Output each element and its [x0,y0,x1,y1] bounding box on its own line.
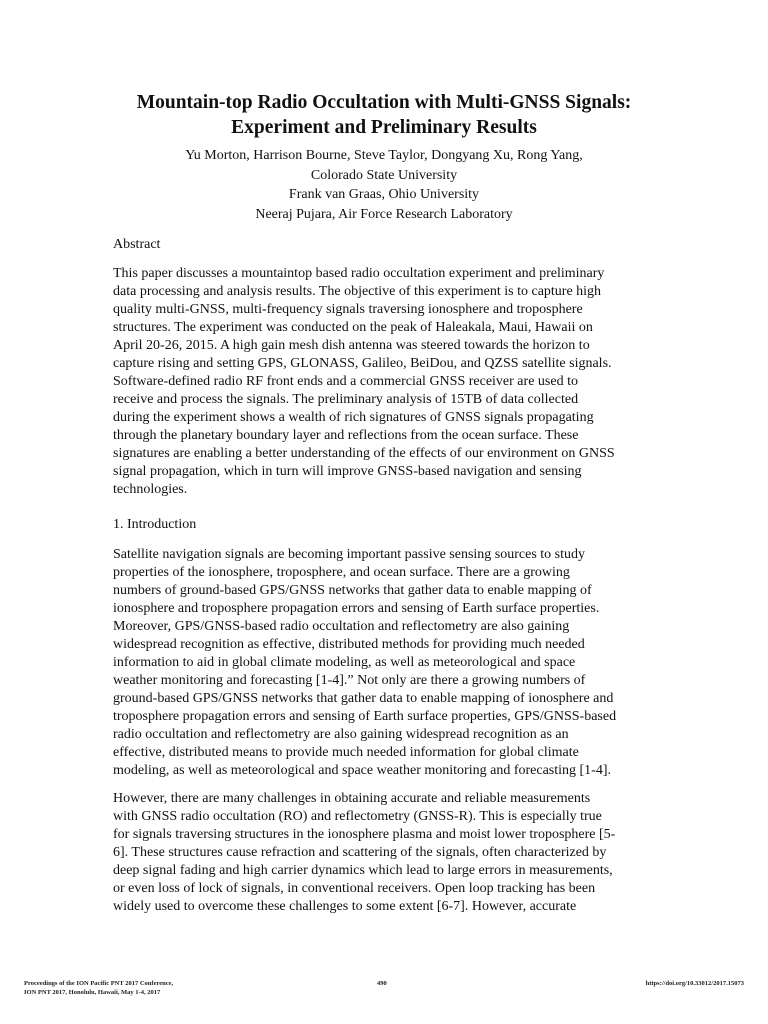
text-line: modeling, as well as meteorological and space weather monitoring and forecasting [1-4]. [113,763,611,778]
author-affiliation: Frank van Graas, Ohio University [288,187,480,202]
text-line: technologies. [113,482,188,497]
title-line: Experiment and Preliminary Results [231,117,537,138]
text-line: This paper discusses a mountaintop based radio occultation experiment and preliminary [113,266,605,281]
text-line: ionosphere and troposphere propagation errors and sensing of Earth surface properties. [113,601,600,616]
abstract-heading: Abstract [113,237,161,252]
text-line: widespread recognition as effective, distributed methods for providing much needed [113,637,585,652]
text-line: However, there are many challenges in obtaining accurate and reliable measurements [113,791,591,806]
introduction-paragraph-1 [113,546,658,780]
text-line: receive and process the signals. The preliminary analysis of 15TB of data collected [113,392,579,407]
text-line: or even loss of lock of signals, in conventional receivers. Open loop tracking has been [113,881,596,896]
text-line: during the experiment shows a wealth of rich signatures of GNSS signals propagating [113,410,594,425]
text-line: properties of the ionosphere, troposphere, and ocean surface. There are a growing [113,565,570,580]
text-line: troposphere propagation errors and sensing of Earth surface properties, GPS/GNSS-based [113,709,617,724]
abstract-paragraph [113,265,658,499]
footer-line: Proceedings of the ION Pacific PNT 2017 Conference, [24,980,174,987]
text-line: radio occultation and reflectometry are also gaining widespread recognition as an [113,727,569,742]
page-number: 490 [377,980,387,987]
text-line: with GNSS radio occultation (RO) and reflectometry (GNSS-R). This is especially true [113,809,602,824]
text-line: capture rising and setting GPS, GLONASS, Galileo, BeiDou, and QZSS satellite signals. [113,356,612,371]
text-line: 6]. These structures cause refraction and scattering of the signals, often characterized by [113,845,607,860]
introduction-paragraph-2 [113,790,658,916]
author-affiliation: Colorado State University [310,167,458,183]
footer-doi[interactable]: https://doi.org/10.33012/2017.15073 [645,980,744,987]
text-line: signatures are enabling a better understanding of the effects of our environment on GNSS [113,446,615,461]
text-line: Moreover, GPS/GNSS-based radio occultation and reflectometry are also gaining [113,619,570,634]
text-line: through the planetary boundary layer and reflections from the ocean surface. These [113,428,579,443]
footer-line: ION PNT 2017, Honolulu, Hawaii, May 1-4, 2017 [24,989,161,996]
paper-title [0,90,768,140]
text-line: weather monitoring and forecasting [1-4].” Not only are there a growing numbers of [113,673,586,688]
text-line: structures. The experiment was conducted on the peak of Haleakala, Maui, Hawaii on [113,320,593,335]
text-line: deep signal fading and high carrier dynamics which lead to large errors in measurements, [113,863,613,878]
text-line: widely used to overcome these challenges to some extent [6-7]. However, accurate [113,899,577,914]
text-line: signal propagation, which in turn will improve GNSS-based navigation and sensing [113,464,582,479]
text-line: quality multi-GNSS, multi-frequency signals traversing ionosphere and troposphere [113,302,583,317]
author-block [0,146,768,224]
text-line: effective, distributed means to provide much needed information for global climate [113,745,579,760]
text-line: numbers of ground-based GPS/GNSS networks that gather data to enable mapping of [113,583,592,598]
introduction-heading: 1. Introduction [113,517,197,532]
title-line: Mountain-top Radio Occultation with Multi-GNSS Signals: [136,92,632,113]
footer-proceedings [24,979,173,997]
text-line: for signals traversing structures in the ionosphere plasma and moist lower troposphere [5- [113,827,616,842]
text-line: Software-defined radio RF front ends and a commercial GNSS receiver are used to [113,374,578,389]
text-line: April 20-26, 2015. A high gain mesh dish antenna was steered towards the horizon to [113,338,590,353]
author-names: Yu Morton, Harrison Bourne, Steve Taylor, Dongyang Xu, Rong Yang, [185,148,583,163]
author-affiliation: Neeraj Pujara, Air Force Research Laboratory [255,206,513,222]
text-line: information to aid in global climate modeling, as well as meteorological and space [113,655,576,670]
text-line: data processing and analysis results. The objective of this experiment is to capture high [113,284,602,299]
text-line: ground-based GPS/GNSS networks that gather data to enable mapping of ionosphere and [113,691,614,706]
text-line: Satellite navigation signals are becoming important passive sensing sources to study [113,547,586,562]
